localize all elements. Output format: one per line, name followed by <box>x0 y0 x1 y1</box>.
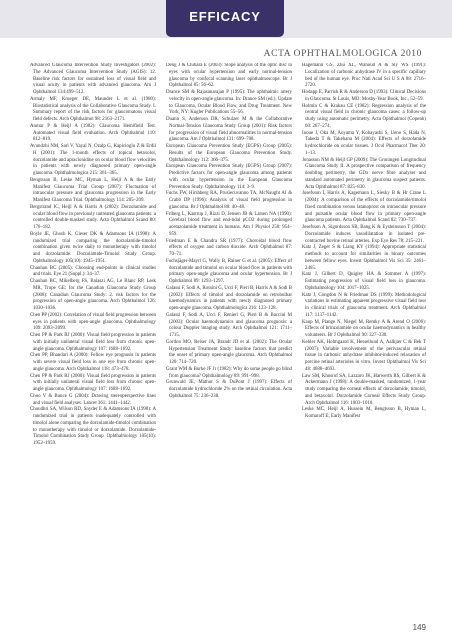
reference-entry: Avundzhi NM, Sari V, Yayal N, Ozalp G, Kapicioglu Z & Erdil H (2001): The 1-month effects of topical betaxolol, dorzolamide and apraclonidine on ocular blood flow velocities in patients with newly diagnosed primary open-angle glaucoma. Ophthalmologica 215: 361–365. <box>30 144 156 176</box>
reference-entry: Choo V & Bunce G (2004): Drawing stereoperspective lines and visual field analyses. Lancet 361: 1441–1442. <box>30 393 156 406</box>
reference-entry: Chauhan BC, Mikelberg FS, Balaszi AG, Le Blanc RP, Lesk MR, Trope GE; for the Canadian Glaucoma Study Group (2008): Canadian Glaucoma Study: 2. risk factors for the progression of open-angle glaucoma. Arch Ophthalmol 126: 1030–1036. <box>30 279 156 311</box>
reference-entry: Choudhri SA, Wilson RD, Snyder E & Adamsons IA (1998): A randomized trial in patients inadequately controlled with timolol alone comparing the dorzolamide-timolol combination to monotherapy with timolol or dorzolamide. Dorzolamide-Timolol Combination Study Group. Ophthalmology 105(10): 1952–1959. <box>30 407 156 446</box>
reference-entry: Galassi F, Sodi A, Rossini G, Ucci F, Pieri B, Harris A & Sodi B (2002): Effects of timolol and dorzolamide on retrobulbar haemodynamics in patients with newly diagnosed primary open-angle glaucoma. Ophthalmologica 216: 123–128. <box>166 285 292 311</box>
reference-entry: Duann S, Anderson DR, Schulzer M & the Collaborative Normal-Tension Glaucoma Study Group (2001): Risk factors for progression of visual field abnormalities in normal-tension glaucoma. Am J Ophthalmol 131: 699–708. <box>166 117 292 143</box>
reference-entry: Bengtsson B, Leske MC, Hyman L, Heijl A & the Early Manifest Glaucoma Trial Group (2007): Fluctuation of intraocular pressure and glaucoma progression in the Early Manifest Glaucoma Trial. Ophthalmology 114: 205–209. <box>30 177 156 203</box>
reference-entry: Friedman E & Chandra SR (1977): Choroidal blood flow effects of oxygen and carbon dioxide. Arch Ophthalmol 87: 70–71. <box>166 238 292 257</box>
reference-entry: Chen PP (2002): Correlation of visual field progression between eyes in patients with open-angle glaucoma. Ophthalmology 109: 2093–2099. <box>30 312 156 332</box>
reference-entry: Chauhan BC (2005): Choosing end-points in clinical studies and trials. Eye 21 (Suppl.): 34–37. <box>30 265 156 278</box>
reference-entry: Advanced Glaucoma Intervention Study Investigators (2002): The Advanced Glaucoma Intervention Study (AGIS): 12. Baseline risk factors for sustained loss of visual field and visual acuity in patients with advanced glaucoma. Am J Ophthalmol 134:499–512. <box>30 63 156 95</box>
reference-entry: Hodapp E, Parrish R & Anderson D (1993): Clinical Decisions in Glaucoma. St Louis, MO: Mosby-Year Book, Inc., 52–59. <box>302 90 426 102</box>
reference-column-3 <box>302 63 426 613</box>
reference-entry: Bergstrand IC, Heijl A & Harris A (2002): Dorzolamide and ocular blood flow in previously untreated glaucoma patients: a controlled double-masked study. Acta Ophthalmol Scand 80: 176–182. <box>30 204 156 230</box>
reference-entry: Grant WM & Burke JF Jr (1982): Why do some people go blind from glaucoma? Ophthalmology 89: 991–998. <box>166 366 292 379</box>
reference-entry: Katz J, Zeger S & Liang KY (1994): Appropriate statistical methods to account for similarities in binary outcomes between fellow eyes. Invest Ophthalmol Vis Sci 35: 2461–2465. <box>302 245 426 271</box>
reference-entry: Armaly MF, Krueger DE, Maunder L et al. (1980): Biostatistical analysis of the Collaborative Glaucoma Study. I. Summary report of the risk factors for glaucomatous visual field defects. Arch Ophthalmol 98: 2163–2171. <box>30 96 156 122</box>
reference-entry: Kaup M, Plange N, Niegel M, Remky A & Arend O (2006): Effects of brinzolamide on ocular haemodynamics in healthy volunteers. Br J Ophthalmol 90: 327–330. <box>302 319 426 338</box>
reference-entry: Deng J & Chihara E (2003): Slope analysis of the optic disc in eyes with ocular hypertension and early normal-tension glaucoma by confocal scanning laser ophthalmoscope. Br J Ophthalmol 85: 56–62. <box>166 63 292 89</box>
reference-column-2 <box>166 63 292 613</box>
section-tab <box>166 0 284 37</box>
reference-entry: Jonasson NM & Heijl GP (2009): The Groningen Longitudinal Glaucoma Study II. A prospective comparison of frequency doubling perimetry, the GDx nerve fibre analyser and standard automated perimetry in glaucoma suspect patients. Acta Ophthalmol 87: 825–830. <box>302 157 426 190</box>
reference-entry: Law SM, Khosrof SA, Lazzaro JK, Harwerth RS, Gilbert K & Ackermann J (1998): A double-masked, randomized, 1-year study comparing the corneal effects of dorzolamide, timolol, and betaxolol. Dorzolamide Corneal Effects Study Group. Arch Ophthalmol 116: 1003–1010. <box>302 373 426 406</box>
reference-entry: Kehler AK, Holmgaard K, Hessellund A, Aalkjær C & Bek T (2007): Variable involvement of the perivascular retinal tissue in carbonic anhydrase inhibitor-induced relaxation of porcine retinal arterioles in vitro. Invest Ophthalmol Vis Sci 48: 4688–4693. <box>302 339 426 372</box>
journal-title: ACTA OPHTHALMOLOGICA 2010 <box>263 49 422 59</box>
reference-entry: Boyle JE, Ghosh K, Gieser DK & Adamsons IA (1998): A randomized trial comparing the dorzolamide-timolol combination given twice daily to monotherapy with timolol and dorzolamide. Dorzolamide-Timolol Study Group. Ophthalmology 105(10): 1945–1951. <box>30 231 156 264</box>
reference-entry: Anmar P & Heijl A (1982): Glaucoma Hemifield Test. Automated visual field evaluation. Arch Ophthalmol 110: 812–819. <box>30 123 156 143</box>
reference-entry: Gordon MO, Beiser JA, Brandt JD et al. (2002): The Ocular Hypertension Treatment Study: baseline factors that predict the onset of primary open-angle glaucoma. Arch Ophthalmol 120: 714–720. <box>166 339 292 365</box>
reference-entry: Holmin C & Krakau CE (1982): Regression analysis of the central visual field in chronic glaucoma cases: a follow-up study using automatic perimetry. Acta Ophthalmol (Copenh) 60: 267–274. <box>302 103 426 129</box>
reference-entry: Leske MC, Heijl A, Hussein M, Bengtsson B, Hyman L, Komaroff E; Early Manifest <box>302 407 426 419</box>
reference-entry: Katz J, Gilbert D, Quigley HA & Sommer A (1997): Estimating progression of visual field loss in glaucoma. Ophthalmology 104: 1017–1025. <box>302 272 426 291</box>
section-tab-label: EFFICACY <box>189 9 261 24</box>
reference-entry: Hagemann GS, Zhu XL, Wahoud A & Sly WS (1991): Localization of carbonic anhydrase IV in a specific capillary bed of the human eye. Proc Natl Acad Sci U S A 88: 2716–2720. <box>302 63 426 89</box>
page-number: 149 <box>412 623 426 632</box>
header-banner <box>0 0 452 38</box>
reference-entry: Fuchs FW, Hirshberg RA, Prusiecuvanno TA, McNaught AI & Crabb DP (1996): Analysis of visual field progression in glaucoma. Br J Ophthalmol 80: 40–48. <box>166 191 292 210</box>
reference-entry: Drance SM & Rajasanarajan P (1995): The ophthalmic artery velocity in open-angle glaucoma. In: Drance SM (ed.). Update to Glaucoma, Ocular Blood Flow, and Drug Treatment. New York, NY: Kugler Publications 55–56. <box>166 90 292 116</box>
reference-entry: Chen PP, Bhandari A (2000): Fellow eye prognosis in patients with severe visual field loss in one eye from chronic open-angle glaucoma. Arch Ophthalmol 118: 473–478. <box>30 353 156 372</box>
reference-entry: European Glaucoma Prevention Study (EGPS) Group (2007): Predictive factors for open-angle glaucoma among patients with ocular hypertension in the European Glaucoma Prevention Study. Ophthalmology 114: 3–9. <box>166 164 292 190</box>
reference-column-1 <box>30 63 156 613</box>
reference-entry: Josefsson I, Harris A, Kagemann L, Siesky B & Hr Crane L (2004): A comparison of the effects of dorzolamide/timolol fixed combination versus latanoprost on intraocular pressure and pulsatile ocular blood flow in primary open-angle glaucoma patients. Acta Ophthalmol Scand 82: 730–737. <box>302 191 426 224</box>
reference-entry: Inoue J, Oka M, Aoyama Y, Kobayashi S, Ueno S, Hada N, Takeda T & Takehana M (2004): Effects of dorzolamide hydrochloride on ocular tissues. J Ocul Pharmacol Ther 20: 1–13. <box>302 130 426 156</box>
reference-entry: Fuchsjäger-Mayrl G, Wally B, Rainer G et al. (2005): Effect of dorzolamide and timolol on ocular blood flow in patients with primary open-angle glaucoma and ocular hypertension. Br J Ophthalmol 89: 1293–1297. <box>166 258 292 284</box>
reference-entry: Chen PP & Park RJ (2000): Visual field progression in patients with initially unilateral visual field loss from chronic open-angle glaucoma. Ophthalmology 107: 1688–1692. <box>30 333 156 352</box>
reference-entry: Josefsson A, Sigurdsson SB, Bang K & Eysteinsson T (2004): Dorzolamide induces vasodilatation in isolated pre-contracted bovine retinal arteries. Exp Eye Res 78: 215–221. <box>302 225 426 244</box>
reference-entry: Friberg L, Kastrup J, Rizzi D, Jensen JB & Larsen NA (1990): Cerebral blood flow and end-tidal pCO2 during prolonged acetazolamide treatment in humans. Am J Physiol 258: 954–959. <box>166 211 292 237</box>
reference-entry: Grunwald JE, Mathur S & DuPont J (1997): Effects of dorzolamide hydrochloride 2% on the retinal circulation. Acta Ophthalmol 75: 236–238. <box>166 380 292 399</box>
reference-entry: Katz J, Congdon N & Friedman DS (1999): Methodological variations in estimating apparent progressive visual field loss in clinical trials of glaucoma treatment. Arch Ophthalmol 117: 1137–1142. <box>302 292 426 318</box>
reference-entry: Chen PP & Park RJ (2000): Visual field progression in patients with initially unilateral visual field loss from chronic open-angle glaucoma. Ophthalmology 107: 1688–1692. <box>30 373 156 392</box>
reference-entry: European Glaucoma Prevention Study (EGPS) Group (2005): Results of the European Glaucoma Prevention Study. Ophthalmology 112: 366–375. <box>166 144 292 163</box>
reference-entry: Galassi F, Sodi A, Ucci F, Renieri G, Pieri B & Baccini M (2003): Ocular haemodynamics and glaucoma prognosis: a colour Doppler imaging study. Arch Ophthalmol 121: 1711–1715. <box>166 312 292 338</box>
